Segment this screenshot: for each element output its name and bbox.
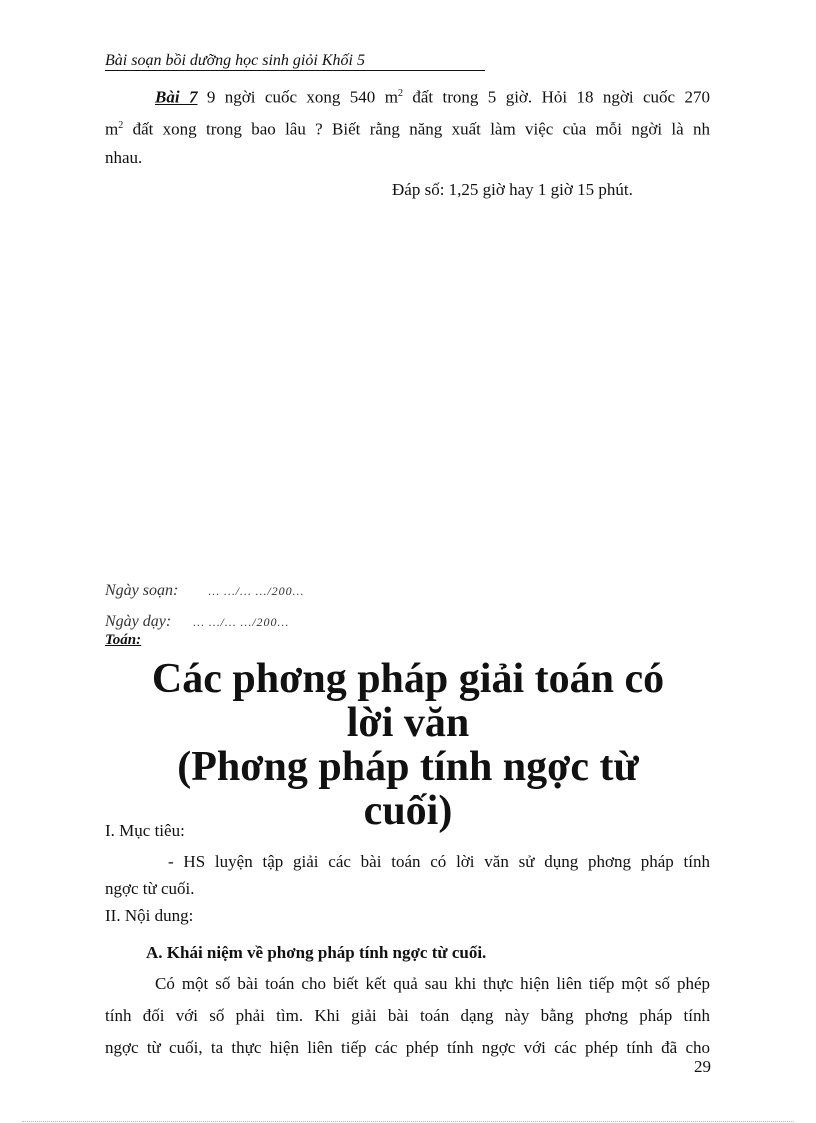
prep-date-value: … …/… …/200…: [208, 584, 305, 598]
paragraph-line-3: ngợc từ cuối, ta thực hiện liên tiếp các phép tính ngợc với các phép tính đã cho: [105, 1038, 710, 1057]
page-header: Bài soạn bồi dưỡng học sinh giỏi Khối 5: [105, 52, 485, 71]
objective-heading: I. Mục tiêu:: [105, 821, 185, 840]
prep-date-row: [105, 582, 304, 600]
objective-line-2: ngợc từ cuối.: [105, 879, 195, 898]
page-bottom-divider: [22, 1121, 794, 1122]
title-line-3: (Phơng pháp tính ngợc từ: [177, 744, 639, 790]
content-heading: II. Nội dung:: [105, 906, 194, 925]
problem-7-text-d: đất xong trong bao lâu ? Biết rằng năng xuất làm việc của mỗi ngời là nh: [123, 119, 710, 139]
teach-date-value: … …/… …/200…: [193, 615, 290, 629]
subject-label: Toán:: [105, 632, 142, 648]
paragraph-line-2: tính đối với số phải tìm. Khi giải bài toán dạng này bằng phơng pháp tính: [105, 1006, 710, 1025]
problem-7-text-b: đất trong 5 giờ. Hỏi 18 ngời cuốc 270: [402, 87, 711, 107]
superscript: 2: [118, 120, 124, 131]
paragraph-line-1: Có một số bài toán cho biết kết quả sau khi thực hiện liên tiếp một số phép: [155, 974, 710, 993]
teach-date-row: [105, 613, 289, 631]
problem-7-line-3: nhau.: [105, 148, 143, 167]
problem-7-text-c: m: [105, 119, 119, 139]
objective-line-1: - HS luyện tập giải các bài toán có lời văn sử dụng phơng pháp tính: [168, 852, 710, 871]
problem-7-label: Bài 7: [155, 87, 198, 107]
superscript: 2: [397, 88, 403, 99]
prep-date-label: Ngày soạn:: [105, 582, 179, 599]
teach-date-label: Ngày dạy:: [105, 613, 172, 630]
title-line-1: Các phơng pháp giải toán có: [151, 656, 665, 702]
problem-7-line-1: [155, 78, 710, 114]
page-number: 29: [694, 1057, 711, 1076]
problem-7-text-a: 9 ngời cuốc xong 540 m: [197, 87, 398, 107]
problem-7-answer: Đáp số: 1,25 giờ hay 1 giờ 15 phút.: [392, 180, 633, 199]
title-line-2: lời văn: [346, 700, 470, 746]
section-a-heading: A. Khái niệm về phơng pháp tính ngợc từ cuối.: [146, 943, 487, 962]
title-line-4: cuối): [363, 788, 453, 834]
problem-7-line-2: [105, 110, 710, 146]
